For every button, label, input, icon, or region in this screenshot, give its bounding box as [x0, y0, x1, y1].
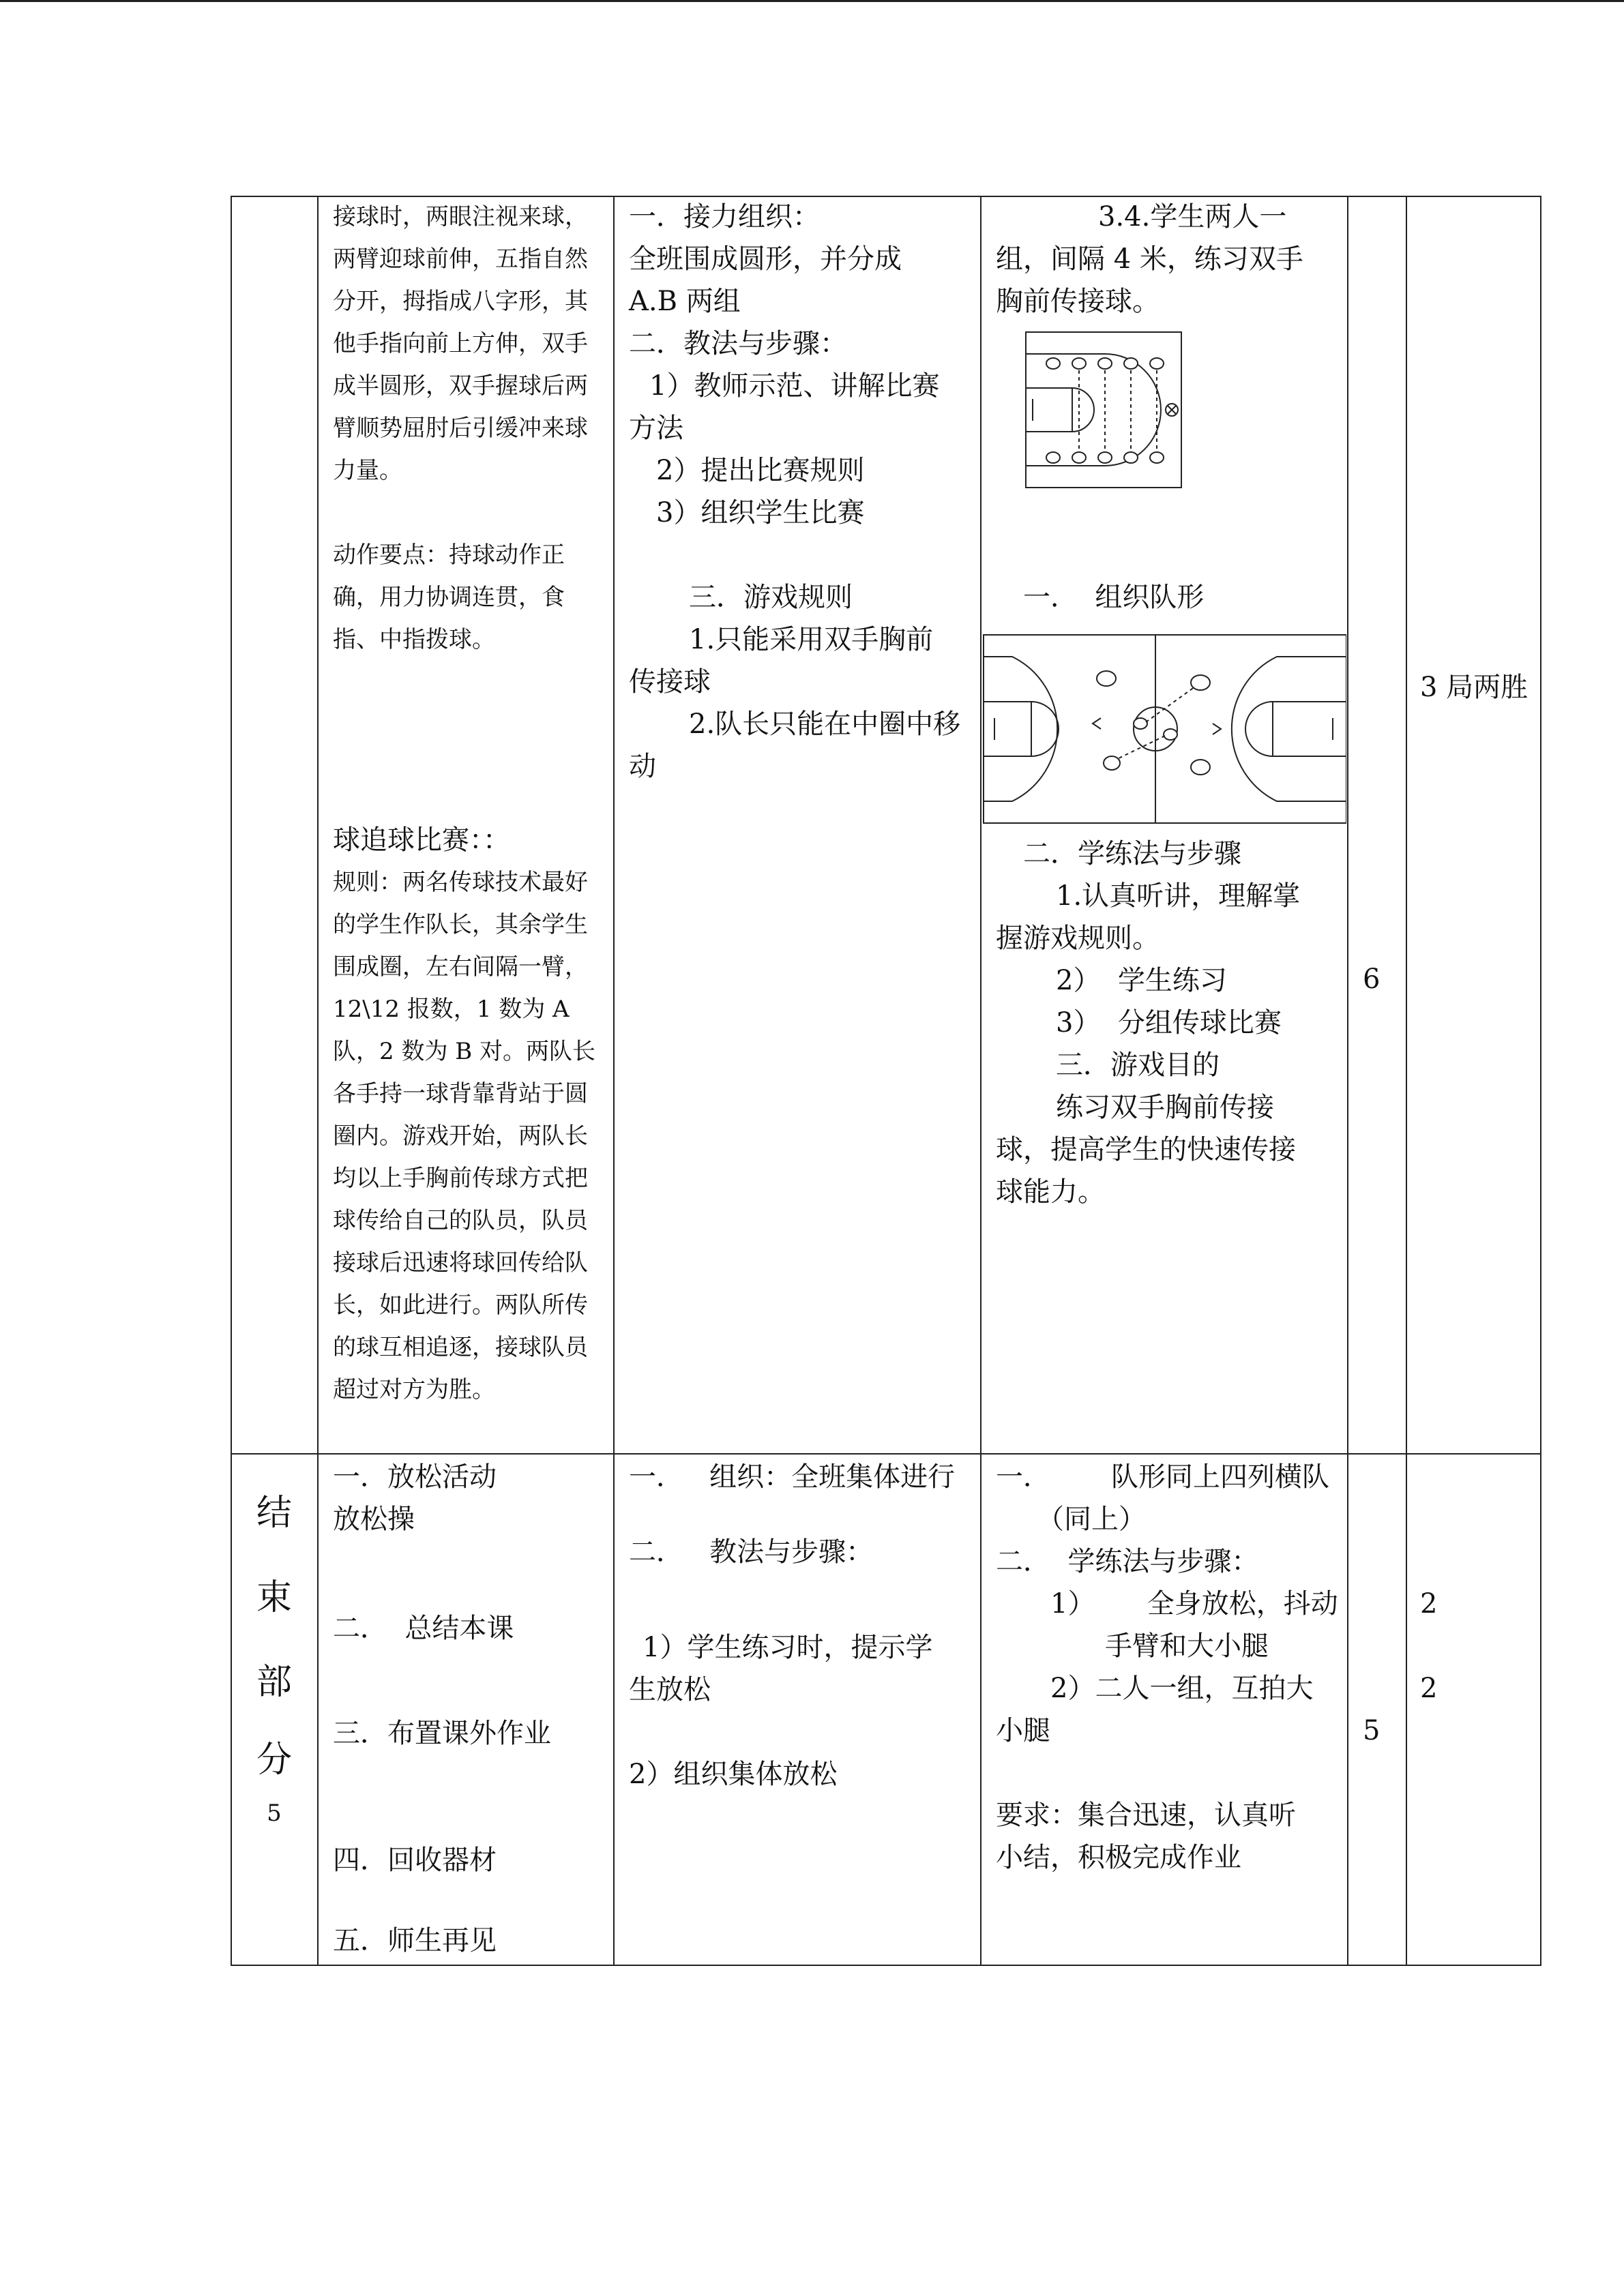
student-line: 二． 学练法与步骤： — [996, 1546, 1259, 1577]
row2-note-cell — [1420, 1583, 1536, 1719]
content-line: 放松操 — [333, 1504, 415, 1535]
section-title-cell — [231, 1471, 318, 1962]
teacher-line: 动 — [629, 751, 656, 782]
teacher-line: 传接球 — [629, 666, 711, 698]
row1-count-cell — [1349, 958, 1405, 1000]
student-line: 三．游戏目的 — [1056, 1049, 1220, 1081]
section-title-char: 结 — [256, 1493, 292, 1534]
student-line: 1.认真听讲，理解掌 — [1056, 880, 1301, 912]
receive-technique-text: 接球时，两眼注视来球，两臂迎球前伸，五指自然分开，拇指成八字形，其他手指向前上方伸，双手成半圆形，双手握球后两臂顺势屈肘后引缓冲来球力量。 — [333, 203, 588, 484]
note-value: 2 — [1420, 1588, 1438, 1620]
student-line: 3） 分组传球比赛 — [1056, 1007, 1282, 1039]
player-marker — [1150, 452, 1164, 463]
row2-teacher-cell — [629, 1456, 979, 1964]
row1-content-cell — [319, 196, 612, 1452]
student-line: 1） 全身放松，抖动 — [1050, 1588, 1338, 1620]
teacher-line: 2）组织集体放松 — [629, 1759, 838, 1790]
student-line: 一． 队形同上四列横队 — [996, 1461, 1330, 1493]
student-line: 手臂和大小腿 — [1105, 1630, 1269, 1662]
row1-student-cell — [982, 196, 1346, 1452]
row1-teacher-cell — [615, 196, 979, 1452]
student-line: 二．学练法与步骤 — [1023, 838, 1241, 869]
half-court-drill-diagram — [1024, 331, 1183, 489]
student-line: 3.4.学生两人一 — [1098, 201, 1287, 233]
content-line: 二． 总结本课 — [333, 1613, 514, 1644]
student-line: 球，提高学生的快速传接 — [996, 1134, 1296, 1165]
full-court-formation-diagram — [982, 633, 1346, 824]
game-title: 球追球比赛：： — [333, 824, 510, 856]
row2-content-cell — [333, 1456, 612, 1964]
content-line: 四．回收器材 — [333, 1845, 497, 1876]
free-throw-circle — [1072, 388, 1094, 432]
section-title-char: 分 — [256, 1740, 292, 1780]
teacher-line: 全班围成圆形，并分成 — [629, 243, 902, 275]
player-marker — [1104, 756, 1120, 770]
teacher-line: 二． 教法与步骤： — [629, 1536, 874, 1568]
row2-student-cell — [996, 1456, 1346, 1964]
teacher-line: 一． 组织：全班集体进行 — [629, 1461, 956, 1493]
player-marker — [1191, 760, 1210, 775]
arrow-icon — [1213, 724, 1221, 734]
key-points-text: 动作要点：持球动作正确，用力协调连贯，食指、中指拨球。 — [333, 541, 565, 653]
student-line: （同上） — [1037, 1504, 1146, 1535]
row2-count-cell — [1363, 1710, 1404, 1752]
player-marker — [1124, 358, 1138, 369]
player-marker — [1072, 452, 1086, 463]
player-marker — [1191, 675, 1210, 690]
teacher-line: 方法 — [629, 413, 683, 444]
teacher-line: 一．接力组织： — [629, 201, 820, 233]
teacher-line: 1.只能采用双手胸前 — [689, 624, 934, 655]
student-line: 球能力。 — [996, 1176, 1105, 1208]
player-marker — [1124, 452, 1138, 463]
section-minutes: 5 — [267, 1800, 282, 1827]
section-title-char: 部 — [256, 1662, 292, 1703]
player-marker — [1098, 358, 1112, 369]
court-boundary — [1026, 332, 1181, 488]
student-line: 胸前传接球。 — [996, 286, 1160, 317]
page-top-rule — [0, 0, 1624, 2]
arrow-icon — [1093, 718, 1101, 729]
player-marker — [1046, 358, 1060, 369]
teacher-line: 二．教法与步骤： — [629, 328, 847, 359]
student-line: 2）二人一组，互拍大 — [1050, 1673, 1314, 1704]
student-line: 练习双手胸前传接 — [1056, 1092, 1274, 1123]
teacher-line: A.B 两组 — [629, 286, 741, 317]
teacher-line: 3）组织学生比赛 — [656, 497, 865, 528]
player-marker — [1164, 729, 1177, 740]
content-line: 一．放松活动 — [333, 1461, 497, 1493]
student-line: 握游戏规则。 — [996, 923, 1160, 954]
content-line: 五．师生再见 — [333, 1925, 497, 1956]
content-line: 三．布置课外作业 — [333, 1718, 551, 1749]
student-line: 要求：集合迅速，认真听 — [996, 1800, 1296, 1831]
player-marker — [1072, 358, 1086, 369]
teacher-line: 1）教师示范、讲解比赛 — [649, 370, 940, 402]
student-line: 组，间隔 4 米，练习双手 — [996, 243, 1303, 275]
three-point-arc — [1026, 354, 1161, 466]
player-marker — [1150, 358, 1164, 369]
player-marker — [1134, 718, 1147, 729]
group-count: 5 — [1363, 1715, 1381, 1746]
game-rules-text: 规则：两名传球技术最好的学生作队长，其余学生围成圈，左右间隔一臂，12\12 报数，1 数为 A 队，2 数为 B 对。两队长各手持一球背靠背站于圆圈内。游戏开始，两队长均以上手胸前传球方式把球传给自己的队员，队员接球后迅速将球回传给队长，如此进行。两队所传的球互相追逐，接球队员超过对方为胜。 — [333, 869, 596, 1403]
note-value: 2 — [1420, 1673, 1438, 1704]
teacher-line: 三．游戏规则 — [689, 582, 853, 613]
teacher-line: 1）学生练习时，提示学 — [643, 1632, 933, 1663]
right-three-point-arc — [1232, 657, 1346, 801]
player-marker — [1098, 452, 1112, 463]
section-title-char: 束 — [256, 1577, 292, 1618]
teacher-line: 生放松 — [629, 1674, 711, 1705]
teacher-line: 2.队长只能在中圈中移 — [689, 709, 961, 740]
teacher-line: 2）提出比赛规则 — [656, 455, 865, 486]
student-line: 小腿 — [996, 1715, 1050, 1746]
court-boundary — [984, 635, 1346, 823]
row1-note-cell: 3 局两胜 — [1420, 672, 1529, 703]
player-marker — [1097, 671, 1116, 686]
player-marker — [1046, 452, 1060, 463]
student-line: 2） 学生练习 — [1056, 965, 1227, 996]
student-line: 一． 组织队形 — [1023, 582, 1205, 613]
group-count: 6 — [1363, 964, 1381, 995]
student-line: 小结，积极完成作业 — [996, 1842, 1241, 1873]
lesson-plan-table — [231, 196, 1541, 1966]
